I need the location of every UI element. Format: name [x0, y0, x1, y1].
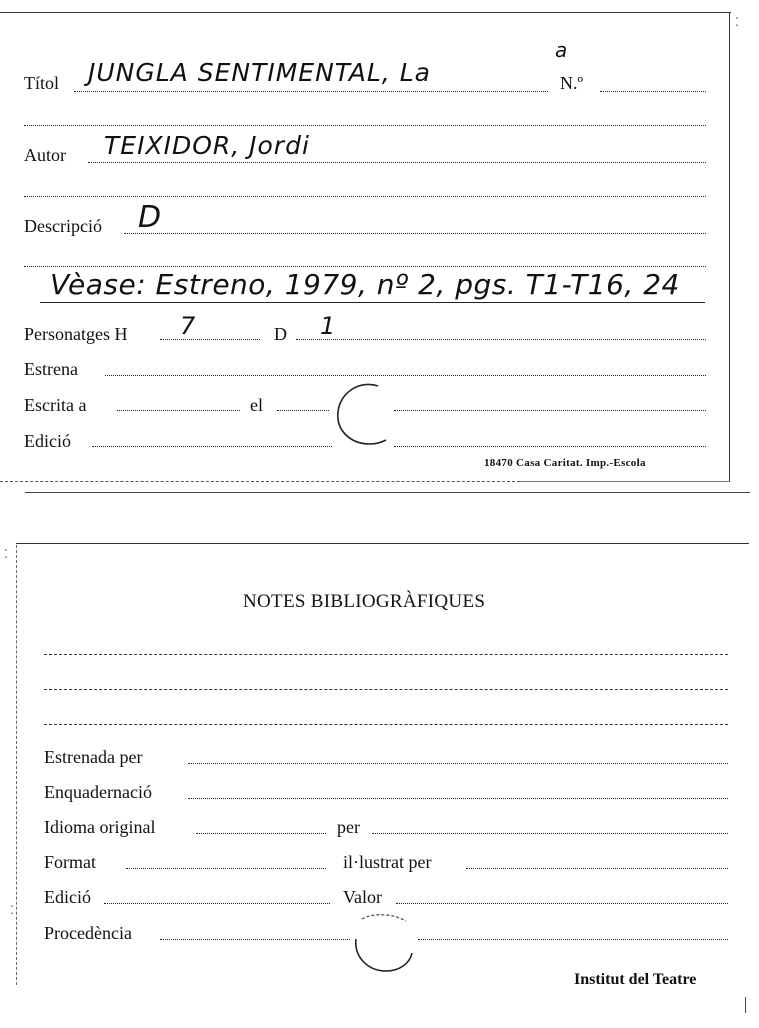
numero-label: N.º [560, 73, 584, 93]
descripcio-handwritten-value: D [138, 200, 162, 235]
numero-superscript: a [555, 38, 568, 62]
descripcio-dotted-line [124, 233, 706, 234]
back-edicio-dotted-line [104, 903, 330, 904]
notes-line-3 [44, 724, 728, 725]
idioma-original-dotted-line [196, 833, 326, 834]
titol-handwritten-value: JUNGLA SENTIMENTAL, La [88, 58, 431, 87]
escrita-el-dotted-line [277, 410, 329, 411]
illustrat-per-label: il·lustrat per [343, 852, 432, 872]
back-card-left-edge [16, 545, 17, 985]
valor-label: Valor [343, 887, 382, 907]
edicio-label: Edició [24, 431, 71, 451]
separator-line [25, 492, 750, 493]
blank-line-3 [24, 266, 706, 267]
blank-line-1 [24, 125, 706, 126]
personatges-d-value: 1 [320, 312, 336, 340]
estrena-label: Estrena [24, 359, 78, 379]
back-edicio-label: Edició [44, 887, 91, 907]
printer-mark: 18470 Casa Caritat. Imp.-Escola [484, 457, 646, 469]
escrita-label: Escrita a [24, 395, 87, 415]
escrita-el-label: el [250, 395, 263, 415]
catalog-card-front [0, 0, 759, 495]
edicio-dotted-line [92, 446, 332, 447]
card-bottom-edge [0, 481, 520, 482]
notes-line-1 [44, 654, 728, 655]
numero-dotted-line [600, 91, 706, 92]
autor-handwritten-value: TEIXIDOR, Jordi [104, 131, 310, 160]
back-card-top-edge [16, 543, 749, 544]
card-right-edge [729, 12, 730, 482]
institution-name: Institut del Teatre [574, 971, 697, 988]
punch-hole-front [330, 382, 394, 448]
escrita-dotted-line [117, 410, 240, 411]
autor-dotted-line [88, 162, 706, 163]
illustrat-per-dotted-line [466, 868, 728, 869]
personatges-d-label: D [274, 324, 287, 344]
idioma-original-label: Idioma original [44, 817, 156, 837]
autor-label: Autor [24, 145, 66, 165]
notes-heading: NOTES BIBLIOGRÀFIQUES [243, 591, 486, 612]
card-bottom-edge-2 [520, 481, 730, 482]
escrita-el-dotted-line-2 [394, 410, 706, 411]
card-top-edge [0, 12, 731, 13]
personatges-h-value: 7 [180, 312, 196, 340]
edge-speckle-back: ⁚ [4, 547, 8, 561]
estrenada-per-dotted-line [188, 763, 728, 764]
enquadernacio-label: Enquadernació [44, 782, 152, 802]
personatges-h-dotted-line [160, 339, 260, 340]
personatges-label: Personatges H [24, 324, 128, 344]
idioma-per-label: per [337, 817, 360, 837]
estrenada-per-label: Estrenada per [44, 747, 143, 767]
procedencia-label: Procedència [44, 923, 132, 943]
valor-dotted-line [396, 903, 728, 904]
right-edge-mark [745, 997, 746, 1013]
catalog-card-back [0, 495, 759, 1028]
idioma-per-dotted-line [372, 833, 728, 834]
format-label: Format [44, 852, 96, 872]
punch-hole-back [350, 913, 420, 975]
notes-line-2 [44, 689, 728, 690]
personatges-d-dotted-line [296, 339, 706, 340]
descripcio-label: Descripció [24, 216, 102, 236]
edge-speckle-back-2: ⁚ [10, 903, 14, 917]
note-underline [40, 302, 705, 303]
procedencia-dotted-line-2 [418, 939, 728, 940]
titol-dotted-line [74, 91, 548, 92]
note-handwritten-line: Vèase: Estreno, 1979, nº 2, pgs. T1-T16, 24 [50, 268, 680, 301]
procedencia-dotted-line [160, 939, 350, 940]
edge-speckle: ⁚ [735, 15, 739, 29]
titol-label: Títol [24, 73, 59, 93]
blank-line-2 [24, 196, 706, 197]
format-dotted-line [126, 868, 326, 869]
enquadernacio-dotted-line [188, 798, 728, 799]
edicio-dotted-line-2 [394, 446, 706, 447]
estrena-dotted-line [105, 375, 706, 376]
